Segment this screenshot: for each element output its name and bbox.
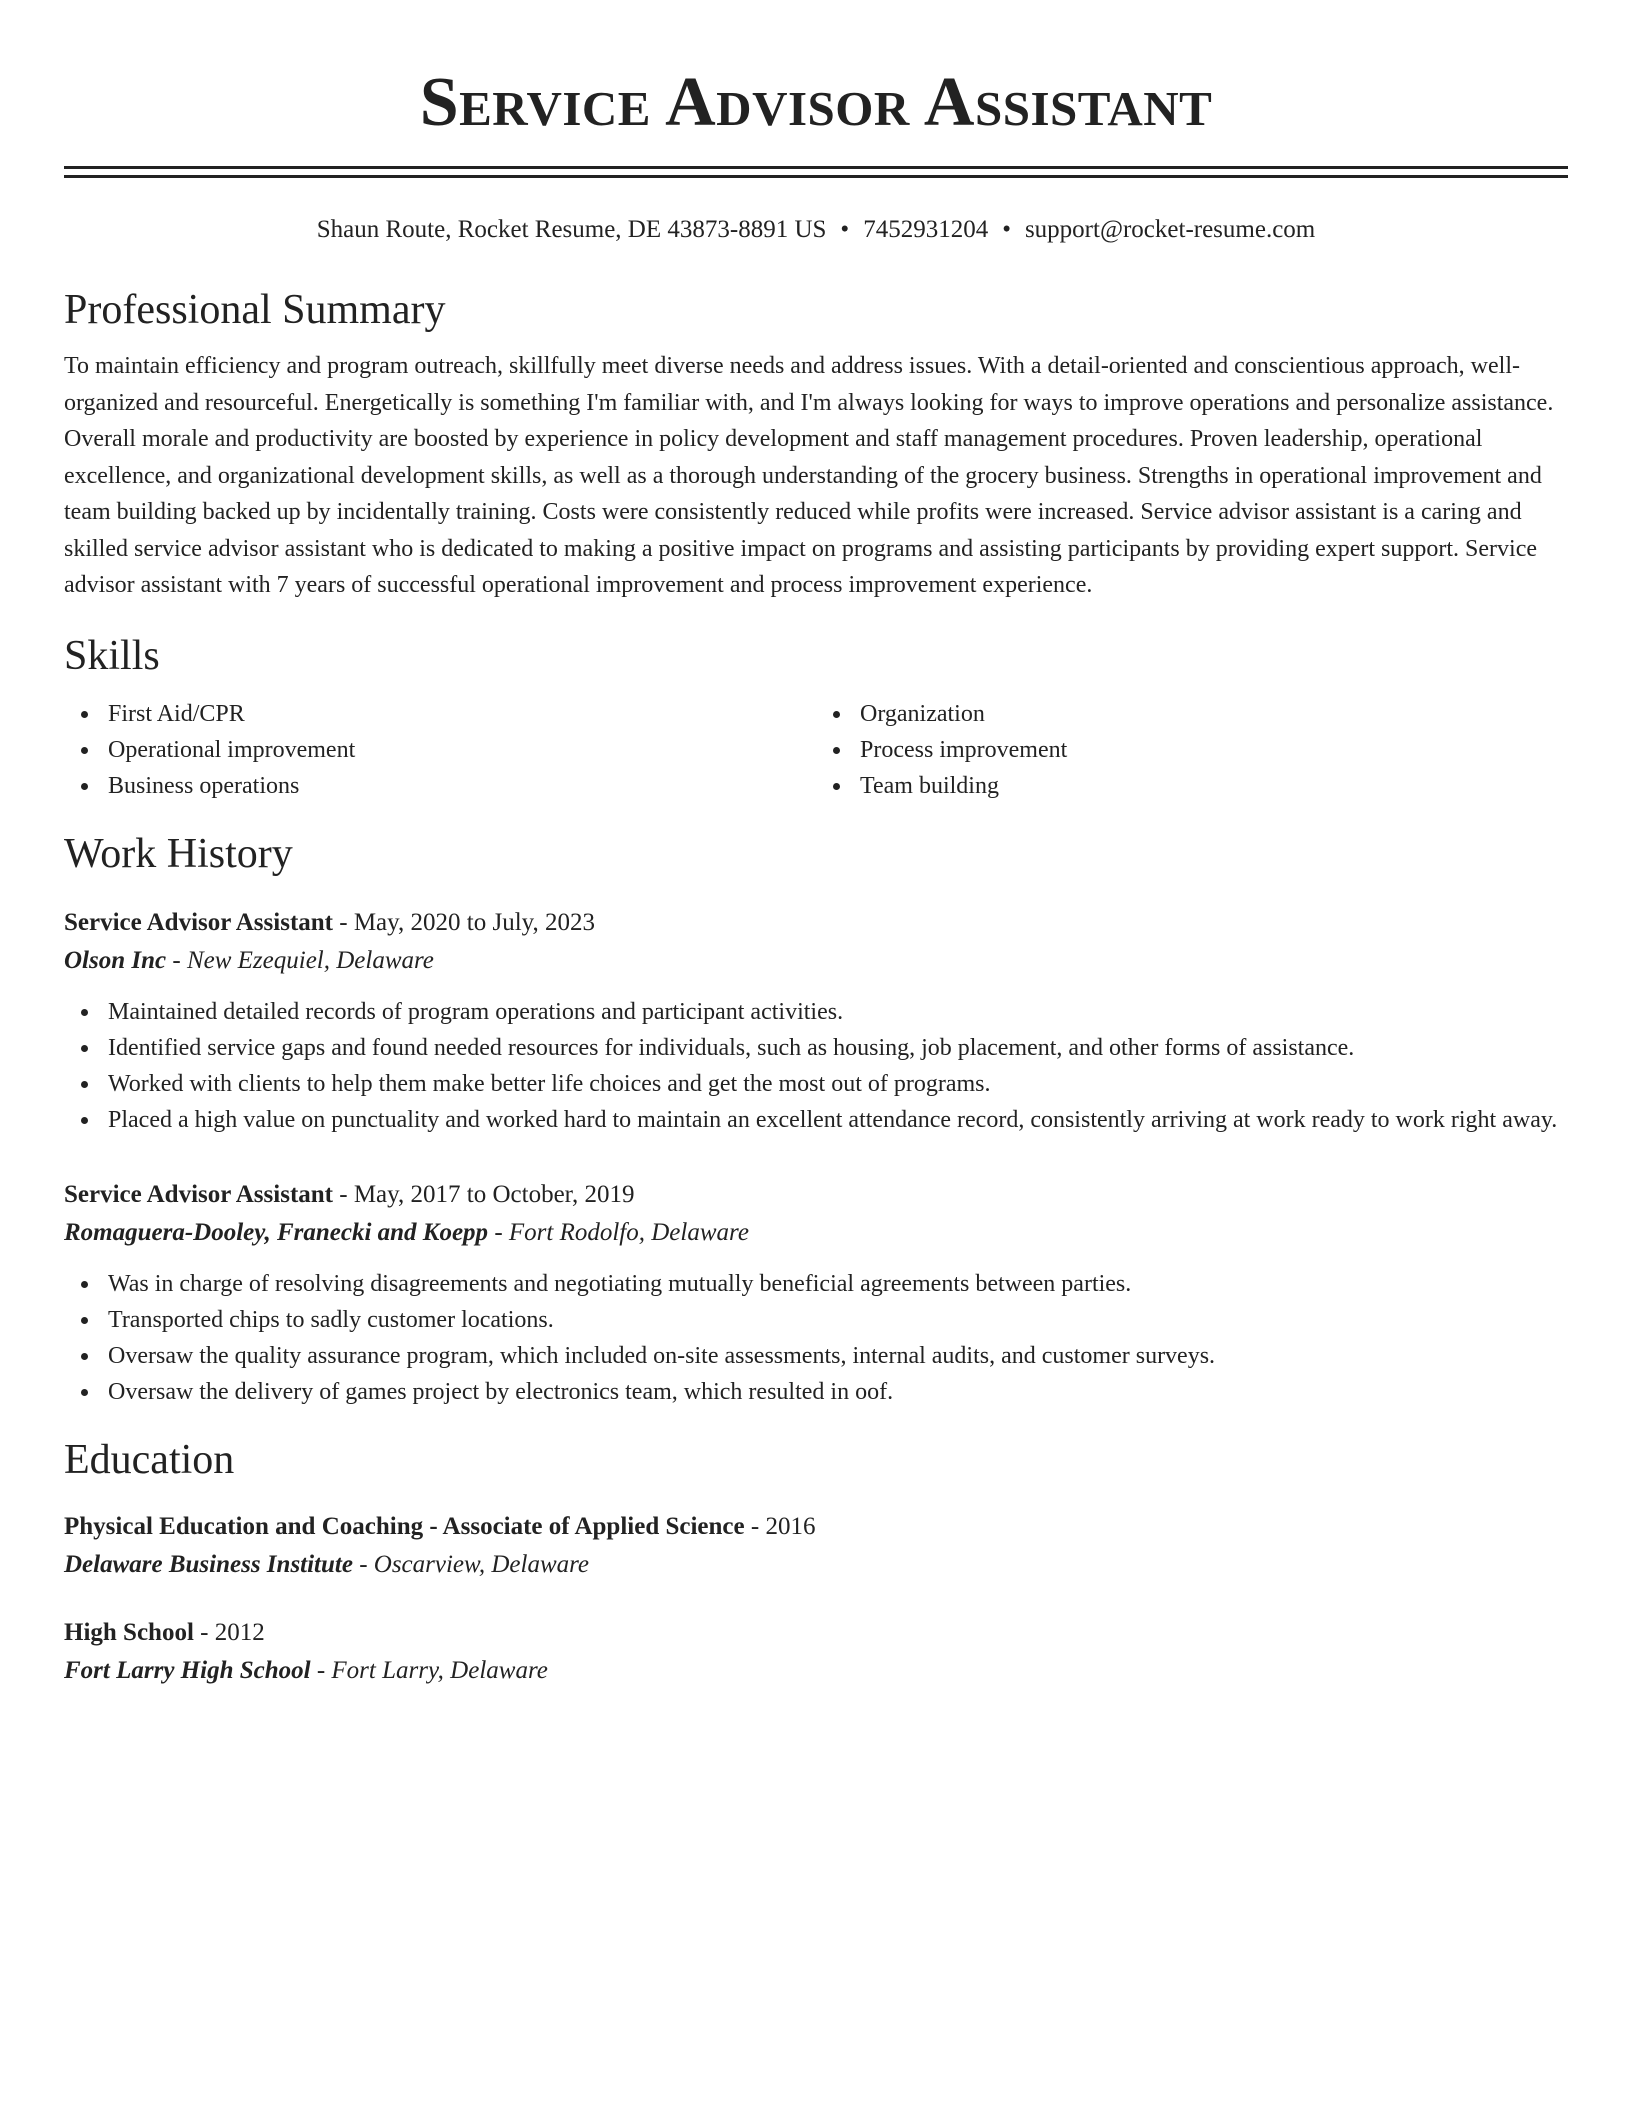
skill-item: Process improvement — [860, 732, 1568, 768]
contact-email: support@rocket-resume.com — [1024, 216, 1316, 243]
skill-item: First Aid/CPR — [108, 696, 816, 732]
skills-list — [64, 696, 1568, 804]
job-title-line — [64, 1176, 1568, 1214]
education-entry — [64, 1614, 1568, 1690]
job-bullet: Identified service gaps and found needed resources for individuals, such as housing, job placement, and other forms of assistance. — [108, 1030, 1568, 1066]
skills-column-left — [64, 696, 816, 804]
job-bullets — [64, 994, 1568, 1138]
contact-address: Shaun Route, Rocket Resume, DE 43873-8891 US — [316, 216, 827, 243]
contact-separator: • — [840, 216, 850, 243]
title-divider-bottom — [64, 175, 1568, 178]
education-degree-line — [64, 1508, 1568, 1546]
summary-text: To maintain efficiency and program outreach, skillfully meet diverse needs and address issues. With a detail-oriented and conscientious approach, well-organized and resourceful. Energetically is something I'm familiar with, and I'm always looking for ways to improve operations and personalize assistance. Overall morale and productivity are boosted by experience in policy development and staff management procedures. Proven leadership, operational excellence, and organizational development skills, as well as a thorough understanding of the grocery business. Strengths in operational improvement and team building backed up by incidentally training. Costs were consistently reduced while profits were increased. Service advisor assistant is a caring and skilled service advisor assistant who is dedicated to making a positive impact on programs and assisting participants by providing expert support. Service advisor assistant with 7 years of successful operational improvement and process improvement experience. — [64, 353, 1554, 598]
job-entry — [64, 904, 1568, 1138]
job-bullet: Maintained detailed records of program operations and participant activities. — [108, 994, 1568, 1030]
education-school: Delaware Business Institute — [64, 1550, 353, 1578]
education-school: Fort Larry High School — [64, 1656, 311, 1684]
job-bullet: Was in charge of resolving disagreements and negotiating mutually beneficial agreements between parties. — [108, 1266, 1568, 1302]
education-degree-line — [64, 1614, 1568, 1652]
skill-item: Business operations — [108, 768, 816, 804]
education-degree: High School — [64, 1618, 194, 1646]
resume-title: Service Advisor Assistant — [419, 64, 1213, 141]
job-company: Olson Inc — [64, 946, 167, 974]
job-company-line — [64, 1214, 1568, 1252]
skill-item: Team building — [860, 768, 1568, 804]
title-divider-top — [64, 166, 1568, 169]
job-bullet: Oversaw the delivery of games project by electronics team, which resulted in oof. — [108, 1374, 1568, 1410]
job-company: Romaguera-Dooley, Franecki and Koepp — [64, 1218, 489, 1246]
job-title-line — [64, 904, 1568, 942]
contact-separator: • — [1002, 216, 1011, 243]
education-year: - 2012 — [193, 1618, 265, 1646]
job-bullet: Worked with clients to help them make better life choices and get the most out of programs. — [108, 1066, 1568, 1102]
education-heading: Education — [64, 1436, 235, 1483]
work-history-heading: Work History — [64, 830, 293, 877]
skill-item: Organization — [860, 696, 1568, 732]
job-location: - New Ezequiel, Delaware — [166, 946, 434, 974]
skills-heading: Skills — [64, 632, 160, 679]
job-bullet: Placed a high value on punctuality and worked hard to maintain an excellent attendance record, consistently arriving at work ready to work right away. — [108, 1102, 1568, 1138]
contact-phone: 7452931204 — [863, 216, 989, 243]
job-entry — [64, 1176, 1568, 1410]
job-title: Service Advisor Assistant — [64, 908, 333, 936]
job-location: - Fort Rodolfo, Delaware — [488, 1218, 749, 1246]
education-school-line — [64, 1652, 1568, 1690]
job-bullets — [64, 1266, 1568, 1410]
summary-heading: Professional Summary — [64, 287, 446, 333]
contact-line — [64, 212, 1568, 248]
education-degree: Physical Education and Coaching - Associate of Applied Science — [64, 1512, 745, 1540]
job-dates: - May, 2020 to July, 2023 — [333, 908, 596, 936]
skill-item: Operational improvement — [108, 732, 816, 768]
education-school-line — [64, 1546, 1568, 1584]
job-dates: - May, 2017 to October, 2019 — [333, 1180, 635, 1208]
job-bullet: Oversaw the quality assurance program, which included on-site assessments, internal audits, and customer surveys. — [108, 1338, 1568, 1374]
job-company-line — [64, 942, 1568, 980]
education-location: - Oscarview, Delaware — [352, 1550, 590, 1578]
education-location: - Fort Larry, Delaware — [310, 1656, 548, 1684]
job-title: Service Advisor Assistant — [64, 1180, 333, 1208]
skills-column-right — [816, 696, 1568, 804]
education-entry — [64, 1508, 1568, 1584]
job-bullet: Transported chips to sadly customer locations. — [108, 1302, 1568, 1338]
education-year: - 2016 — [744, 1512, 816, 1540]
